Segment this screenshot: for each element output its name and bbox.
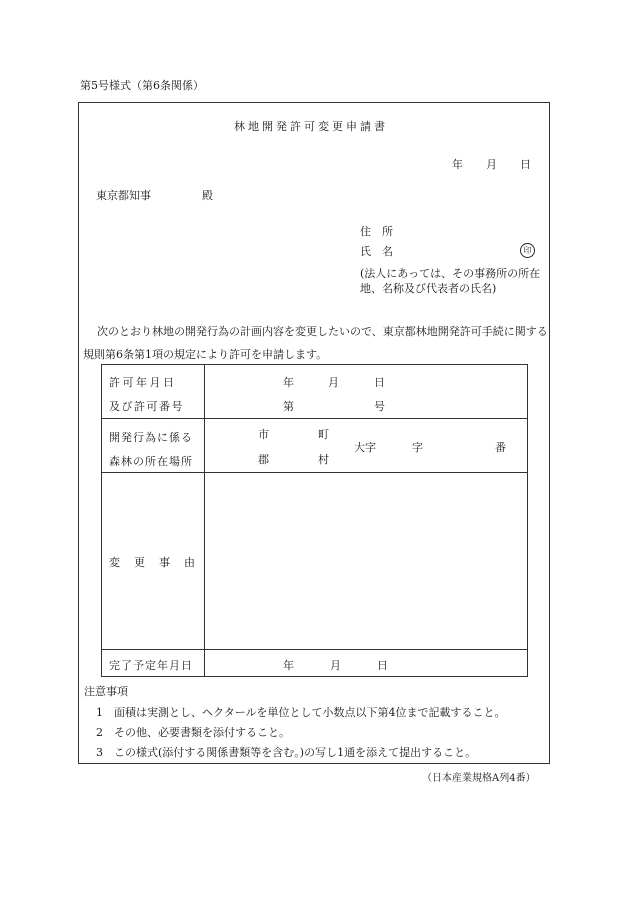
permit-number-suffix: 号 — [374, 400, 385, 413]
form-title: 林地開発許可変更申請書 — [234, 120, 388, 133]
completion-year: 年 — [283, 659, 294, 672]
note-number: 1 — [96, 706, 103, 719]
table-border-top — [101, 364, 528, 365]
permit-date-day: 日 — [374, 376, 385, 389]
applicant-name-label: 氏 名 — [360, 245, 393, 258]
date-year-label: 年 — [452, 158, 463, 171]
location-banchi: 番 — [495, 441, 506, 454]
table-column-divider — [204, 364, 205, 677]
location-label-line2: 森林の所在場所 — [109, 455, 193, 468]
note-text: その他、必要書類を添付すること。 — [114, 726, 290, 739]
location-oaza: 大字 — [354, 441, 376, 454]
permit-label-line2: 及び許可番号 — [109, 400, 184, 413]
seal-mark: 印 — [520, 243, 535, 258]
table-border-bottom — [101, 676, 528, 677]
location-label-line1: 開発行為に係る — [109, 431, 193, 444]
permit-number-prefix: 第 — [283, 400, 294, 413]
paper-size-note: （日本産業規格A列4番） — [422, 773, 536, 784]
location-aza: 字 — [412, 441, 423, 454]
reason-value — [212, 480, 520, 640]
completion-day: 日 — [377, 659, 388, 672]
note-item — [96, 747, 476, 758]
table-row-divider — [101, 472, 528, 473]
location-district: 郡 — [258, 453, 269, 466]
form-number-label: 第5号様式（第6条関係） — [80, 79, 204, 92]
reason-label: 変更事由 — [109, 556, 209, 569]
date-day-label: 日 — [520, 158, 531, 171]
note-text: 面積は実測とし、ヘクタールを単位として小数点以下第4位まで記載すること。 — [114, 706, 506, 719]
note-number: 3 — [96, 746, 103, 759]
location-city: 市 — [258, 428, 269, 441]
location-town: 町 — [318, 428, 329, 441]
table-row-divider — [101, 418, 528, 419]
permit-date-month: 月 — [328, 376, 339, 389]
notes-title: 注意事項 — [84, 685, 128, 698]
note-item — [96, 727, 290, 738]
date-month-label: 月 — [486, 158, 497, 171]
table-border-right — [527, 364, 528, 677]
table-border-left — [101, 364, 102, 677]
addressee-honorific: 殿 — [202, 189, 213, 202]
completion-label: 完了予定年月日 — [109, 659, 193, 672]
table-row-divider — [101, 649, 528, 650]
note-item — [96, 707, 506, 718]
location-village: 村 — [318, 453, 329, 466]
completion-month: 月 — [330, 659, 341, 672]
note-text: この様式(添付する関係書類等を含む。)の写し1通を添えて提出すること。 — [114, 746, 477, 759]
corporate-note: (法人にあっては、その事務所の所在地、名称及び代表者の氏名) — [360, 267, 541, 295]
addressee-name: 東京都知事 — [96, 189, 151, 202]
intro-paragraph: 次のとおり林地の開発行為の計画内容を変更したいので、東京都林地開発許可手続に関する規則第6条第1項の規定により許可を申請します。 — [83, 325, 548, 361]
note-number: 2 — [96, 726, 103, 739]
permit-date-year: 年 — [283, 376, 294, 389]
permit-label-line1: 許可年月日 — [109, 376, 177, 389]
applicant-address-label: 住 所 — [360, 225, 393, 238]
